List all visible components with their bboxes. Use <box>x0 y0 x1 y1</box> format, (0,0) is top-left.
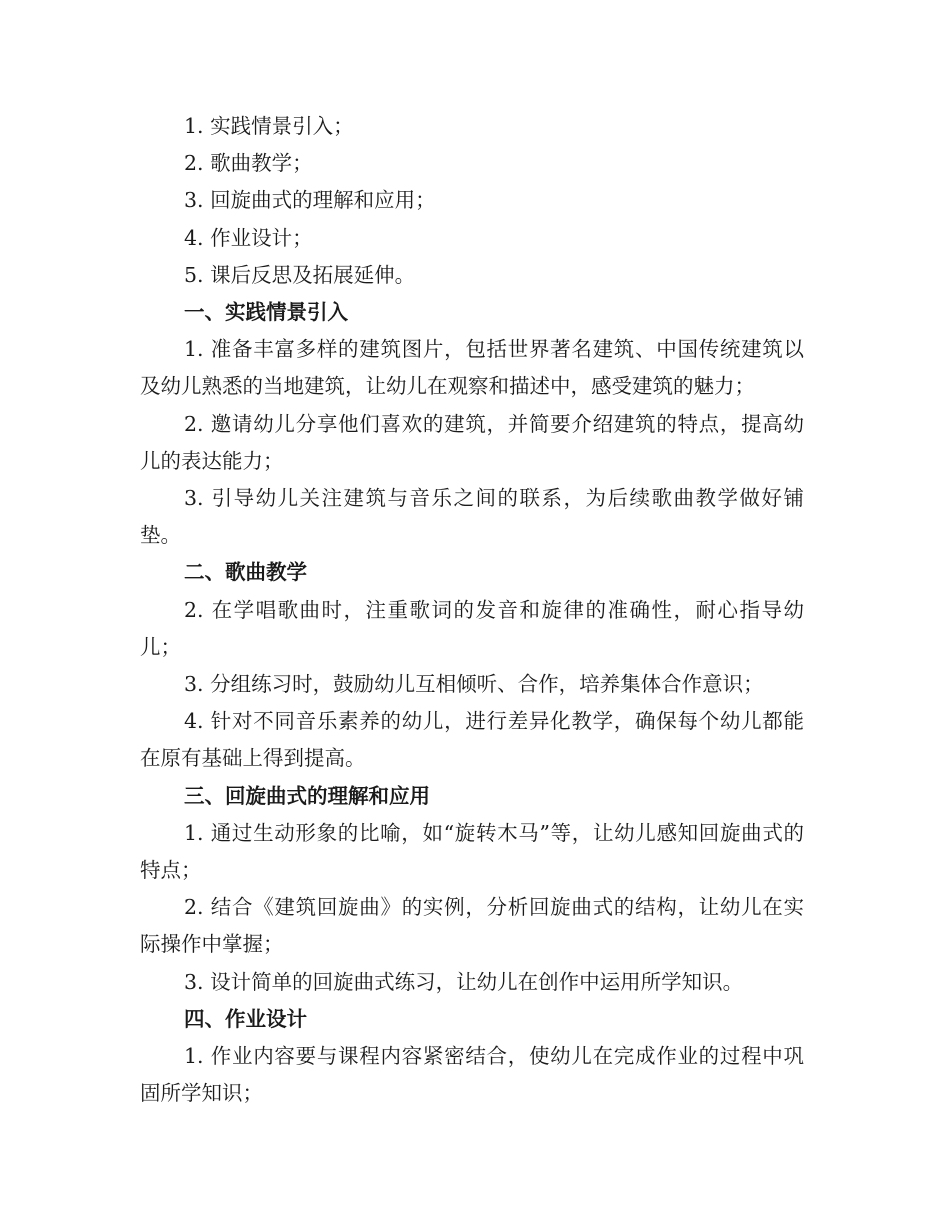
section-2-item-1: 2. 在学唱歌曲时，注重歌词的发音和旋律的准确性，耐心指导幼儿； <box>140 597 804 659</box>
section-3-item-2: 2. 结合《建筑回旋曲》的实例，分析回旋曲式的结构，让幼儿在实际操作中掌握； <box>140 895 804 957</box>
outline-item-2: 2. 歌曲教学； <box>184 151 313 176</box>
outline-item-3: 3. 回旋曲式的理解和应用； <box>184 188 436 213</box>
section-heading-3: 三、回旋曲式的理解和应用 <box>184 783 430 808</box>
section-heading-4: 四、作业设计 <box>184 1006 307 1031</box>
section-1-item-2: 2. 邀请幼儿分享他们喜欢的建筑，并简要介绍建筑的特点，提高幼儿的表达能力； <box>140 411 804 473</box>
section-4-item-1: 1. 作业内容要与课程内容紧密结合，使幼儿在完成作业的过程中巩固所学知识； <box>140 1044 804 1106</box>
outline-item-5: 5. 课后反思及拓展延伸。 <box>184 262 416 287</box>
section-2-item-3: 4. 针对不同音乐素养的幼儿，进行差异化教学，确保每个幼儿都能在原有基础上得到提高。 <box>140 709 804 771</box>
outline-item-4: 4. 作业设计； <box>184 225 313 250</box>
section-2-item-2: 3. 分组练习时，鼓励幼儿互相倾听、合作，培养集体合作意识； <box>184 672 764 697</box>
section-3-item-3: 3. 设计简单的回旋曲式练习，让幼儿在创作中运用所学知识。 <box>184 969 744 994</box>
section-1-item-3: 3. 引导幼儿关注建筑与音乐之间的联系，为后续歌曲教学做好铺垫。 <box>140 486 804 548</box>
document-body <box>140 108 804 1112</box>
section-3-item-1: 1. 通过生动形象的比喻，如“旋转木马”等，让幼儿感知回旋曲式的特点； <box>140 820 804 883</box>
outline-item-1: 1. 实践情景引入； <box>184 114 354 138</box>
section-heading-1: 一、实践情景引入 <box>184 300 348 325</box>
section-heading-2: 二、歌曲教学 <box>184 560 307 585</box>
section-1-item-1: 1. 准备丰富多样的建筑图片，包括世界著名建筑、中国传统建筑以及幼儿熟悉的当地建筑，让幼儿在观察和描述中，感受建筑的魅力； <box>140 337 804 399</box>
